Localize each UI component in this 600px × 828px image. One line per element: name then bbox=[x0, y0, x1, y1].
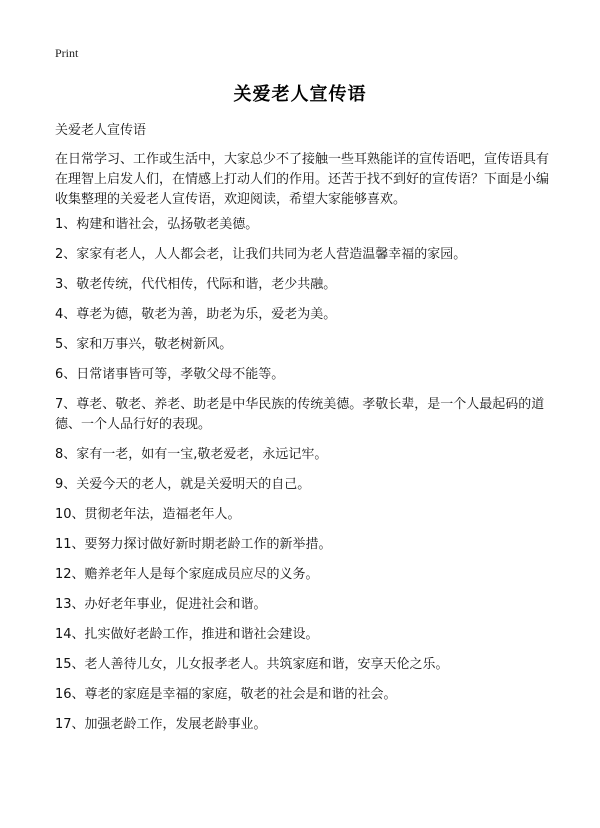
slogan-item: 10、贯彻老年法，造福老年人。 bbox=[55, 507, 241, 522]
slogan-item: 4、尊老为德，敬老为善，助老为乐，爱老为美。 bbox=[55, 307, 337, 322]
intro-paragraph: 在日常学习、工作或生活中，大家总少不了接触一些耳熟能详的宣传语吧，宣传语具有在理智上启发人们，在情感上打动人们的作用。还苦于找不到好的宣传语？下面是小编收集整理的关爱老人宣传语，欢迎阅读，希望大家能够喜欢。 bbox=[55, 152, 550, 207]
slogan-item: 12、赡养老年人是每个家庭成员应尽的义务。 bbox=[55, 567, 319, 582]
slogan-item: 5、家和万事兴，敬老树新风。 bbox=[55, 337, 233, 352]
document-title: 关爱老人宣传语 bbox=[233, 84, 367, 105]
slogan-item: 14、扎实做好老龄工作，推进和谐社会建设。 bbox=[55, 627, 319, 642]
slogan-list bbox=[55, 215, 553, 745]
slogan-item: 15、老人善待儿女，儿女报孝老人。共筑家庭和谐，安享天伦之乐。 bbox=[55, 657, 449, 672]
slogan-item: 1、构建和谐社会，弘扬敬老美德。 bbox=[55, 217, 259, 232]
slogan-item: 16、尊老的家庭是幸福的家庭，敬老的社会是和谐的社会。 bbox=[55, 687, 397, 702]
slogan-item: 3、敬老传统，代代相传，代际和谐，老少共融。 bbox=[55, 277, 337, 292]
slogan-item: 9、关爱今天的老人，就是关爱明天的自己。 bbox=[55, 477, 311, 492]
slogan-item: 8、家有一老，如有一宝,敬老爱老，永远记牢。 bbox=[55, 447, 328, 462]
slogan-item: 11、要努力探讨做好新时期老龄工作的新举措。 bbox=[55, 537, 332, 552]
slogan-item: 13、办好老年事业，促进社会和谐。 bbox=[55, 597, 267, 612]
slogan-item: 6、日常诸事皆可等，孝敬父母不能等。 bbox=[55, 367, 285, 382]
slogan-item: 7、尊老、敬老、养老、助老是中华民族的传统美德。孝敬长辈，是一个人最起码的道德、一个人品行好的表现。 bbox=[55, 397, 545, 432]
document-subtitle: 关爱老人宣传语 bbox=[55, 123, 147, 138]
slogan-item: 17、加强老龄工作，发展老龄事业。 bbox=[55, 717, 267, 732]
slogan-item: 2、家家有老人，人人都会老，让我们共同为老人营造温馨幸福的家园。 bbox=[55, 247, 467, 262]
print-label: Print bbox=[55, 46, 79, 60]
